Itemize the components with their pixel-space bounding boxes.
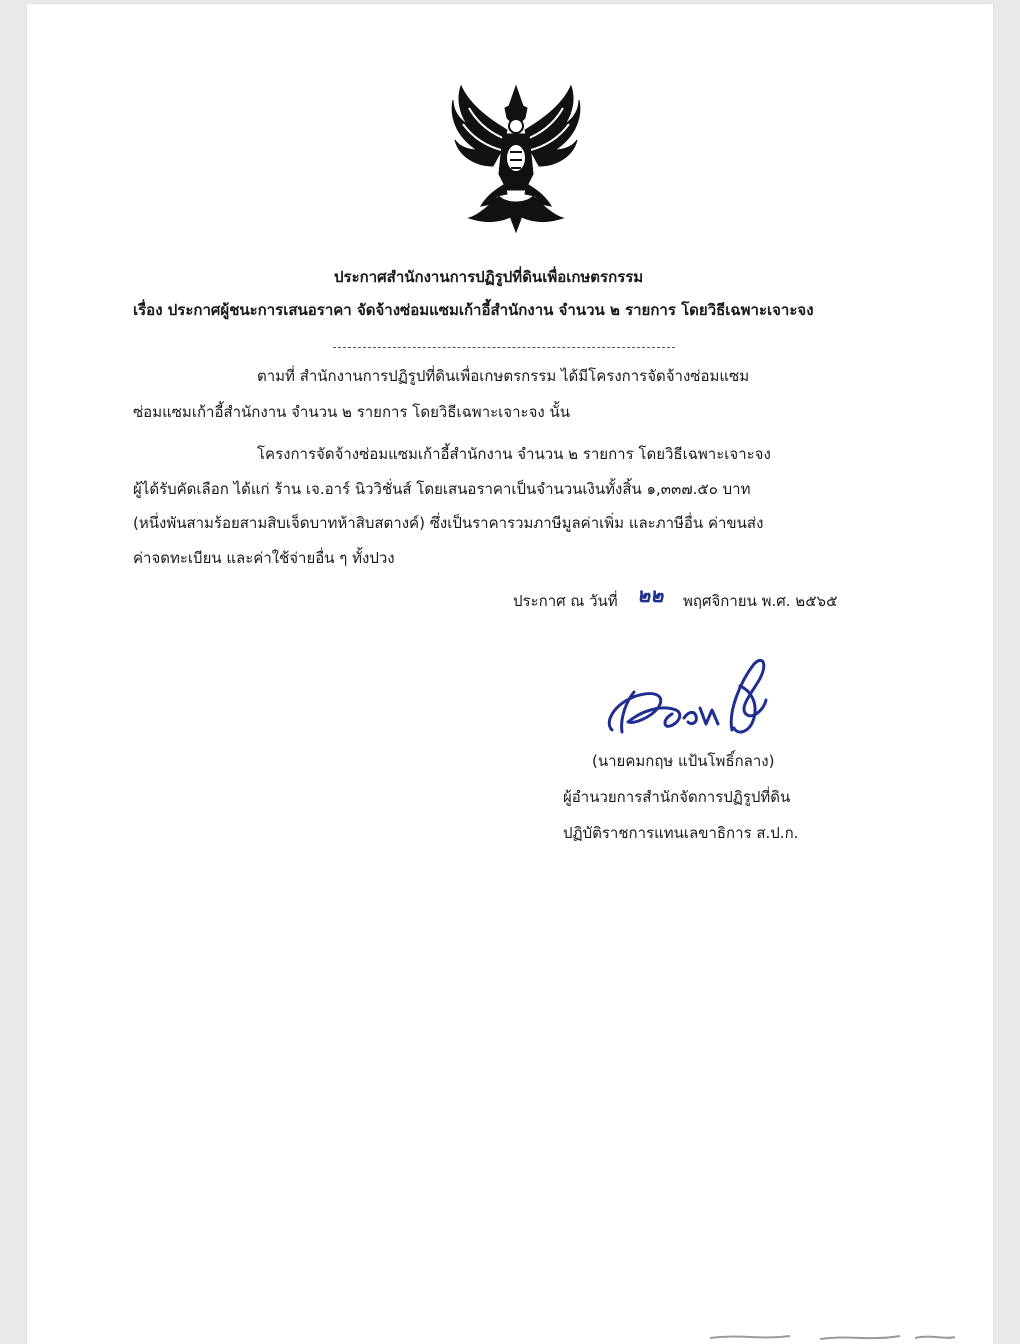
signatory-position-line1: ผู้อำนวยการสำนักจัดการปฏิรูปที่ดิน — [563, 788, 791, 806]
paragraph2-line2: ผู้ได้รับคัดเลือก ได้แก่ ร้าน เจ.อาร์ นิววิชั่นส์ โดยเสนอราคาเป็นจำนวนเงินทั้งสิ้น ๑,๓๓๗.๕๐ บาท — [133, 480, 751, 498]
signatory-position-line2: ปฏิบัติราชการแทนเลขาธิการ ส.ป.ก. — [563, 824, 799, 842]
paragraph2-line4: ค่าจดทะเบียน และค่าใช้จ่ายอื่น ๆ ทั้งปวง — [133, 549, 395, 567]
page-bottom-bleed — [700, 1330, 960, 1344]
paragraph1-line2: ซ่อมแซมเก้าอี้สำนักงาน จำนวน ๒ รายการ โดยวิธีเฉพาะเจาะจง นั้น — [133, 403, 570, 421]
date-suffix: พฤศจิกายน พ.ศ. ๒๕๖๕ — [683, 592, 838, 610]
handwritten-signature — [600, 652, 775, 744]
handwritten-day: ๒๒ — [637, 583, 664, 607]
date-prefix: ประกาศ ณ วันที่ — [513, 592, 618, 610]
paragraph1-line1: ตามที่ สำนักงานการปฏิรูปที่ดินเพื่อเกษตรกรรม ได้มีโครงการจัดจ้างซ่อมแซม — [257, 367, 750, 385]
signatory-name: (นายคมกฤษ แป้นโพธิ์กลาง) — [592, 752, 775, 770]
announcement-subject: เรื่อง ประกาศผู้ชนะการเสนอราคา จัดจ้างซ่อมแซมเก้าอี้สำนักงาน จำนวน ๒ รายการ โดยวิธีเฉพาะเจาะจง — [133, 301, 814, 319]
paragraph2-line3: (หนึ่งพันสามร้อยสามสิบเจ็ดบาทห้าสิบสตางค์) ซึ่งเป็นราคารวมภาษีมูลค่าเพิ่ม และภาษีอื่น ค่าขนส่ง — [133, 514, 764, 532]
announcement-title: ประกาศสำนักงานการปฏิรูปที่ดินเพื่อเกษตรกรรม — [334, 268, 644, 286]
heading-divider — [333, 347, 675, 348]
garuda-emblem-icon — [447, 78, 585, 236]
paragraph2-line1: โครงการจัดจ้างซ่อมแซมเก้าอี้สำนักงาน จำนวน ๒ รายการ โดยวิธีเฉพาะเจาะจง — [257, 445, 771, 463]
